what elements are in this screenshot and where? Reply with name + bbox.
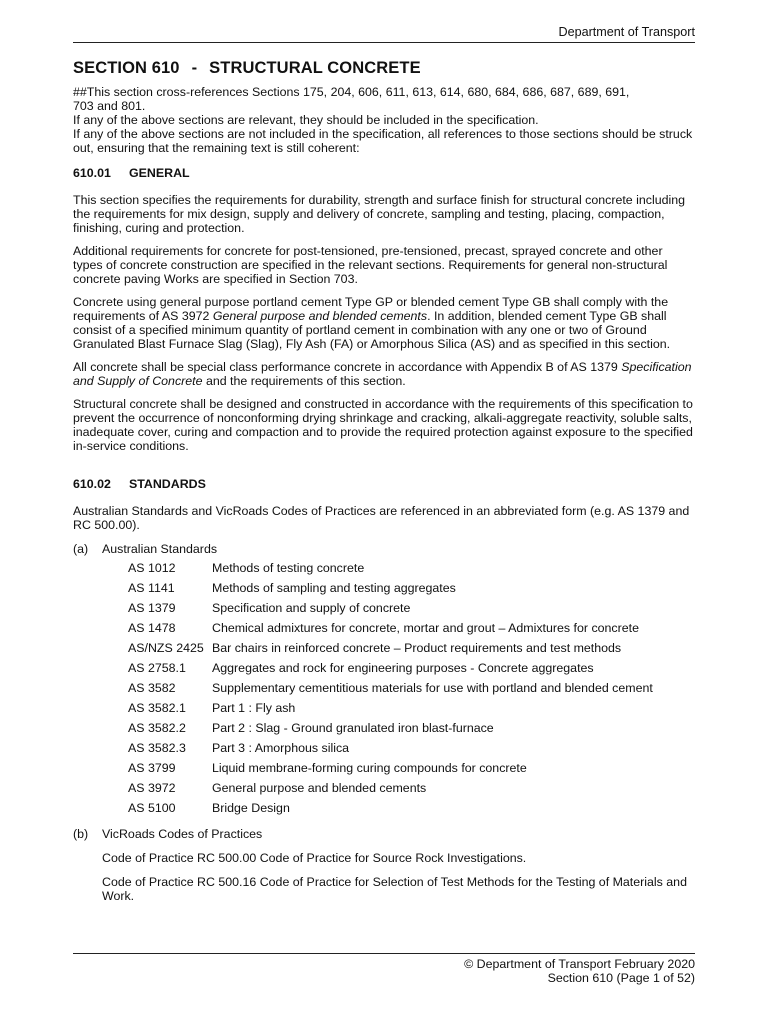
standard-row (128, 641, 653, 661)
general-paragraph-1: This section specifies the requirements for durability, strength and surface finish for structural concrete including the requirements for mix design, supply and delivery of concrete, sampling and testing, placing, compaction, finishing, curing and protection. (73, 193, 686, 235)
standard-row (128, 621, 653, 641)
standard-code: AS 3799 (128, 761, 176, 775)
standard-description: Methods of testing concrete (212, 561, 365, 575)
vicroads-code-item: Code of Practice RC 500.16 Code of Practice for Selection of Test Methods for the Testing of Materials and Work. (102, 875, 687, 903)
heading-general-title: GENERAL (129, 166, 190, 180)
heading-general (73, 166, 695, 180)
standard-description: General purpose and blended cements (212, 781, 427, 795)
standard-code: AS/NZS 2425 (128, 641, 204, 655)
general-paragraph-5: Structural concrete shall be designed and constructed in accordance with the requirements of this specification to prevent the occurrence of nonconforming drying shrinkage and cracking, alkali-aggregate reactivity, soluble salts, inadequate cover, curing and compaction and to provide the required protection against exposure to the specified in-service conditions. (73, 397, 693, 453)
section-number: SECTION 610 (73, 59, 180, 77)
general-paragraph-4: All concrete shall be special class performance concrete in accordance with Appendix B of AS 1379 Specification and Supply of Concrete and the requirements of this section. (73, 360, 692, 388)
standard-description: Methods of sampling and testing aggregates (212, 581, 456, 595)
standard-code: AS 5100 (128, 801, 176, 815)
standard-description: Supplementary cementitious materials for use with portland and blended cement (212, 681, 653, 695)
page-footer (464, 957, 695, 985)
standard-row (128, 661, 653, 681)
intro-line: 703 and 801. (73, 99, 146, 113)
standard-row (128, 781, 653, 801)
standard-code: AS 1141 (128, 581, 175, 595)
standard-code: AS 1478 (128, 621, 176, 635)
standard-code: AS 1379 (128, 601, 176, 615)
footer-copyright: © Department of Transport February 2020 (464, 957, 695, 971)
standard-code: AS 3972 (128, 781, 176, 795)
standard-code: AS 3582.1 (128, 701, 186, 715)
footer-rule (73, 953, 695, 954)
section-name: STRUCTURAL CONCRETE (209, 59, 421, 77)
standard-description: Chemical admixtures for concrete, mortar and grout – Admixtures for concrete (212, 621, 639, 635)
list-tag: (a) (73, 542, 89, 556)
general-paragraph-4-italic: Specification and Supply of Concrete (73, 360, 692, 388)
standard-code: AS 3582.3 (128, 741, 186, 755)
standard-description: Part 3 : Amorphous silica (212, 741, 350, 755)
general-paragraph-3: Concrete using general purpose portland cement Type GP or blended cement Type GB shall comply with the requirements of AS 3972 General purpose and blended cements. In addition, blended cement Type GB shall consist of a specified minimum quantity of portland cement in combination with any one or two of Ground Granulated Blast Furnace Slag (Slag), Fly Ash (FA) or Amorphous Silica (AS) and as specified in this section. (73, 295, 671, 351)
standard-description: Part 1 : Fly ash (212, 701, 296, 715)
list-tag: (b) (73, 827, 89, 841)
australian-standards-table (128, 561, 653, 821)
title-separator: - (191, 59, 198, 77)
list-label-text: Australian Standards (102, 542, 218, 556)
list-label-text: VicRoads Codes of Practices (102, 827, 263, 841)
standard-row (128, 681, 653, 701)
heading-standards-number: 610.02 (73, 477, 111, 491)
intro-line: If any of the above sections are not included in the specification, all references to those sections should be struck out, ensuring that the remaining text is still coherent: (73, 127, 693, 155)
standard-code: AS 3582.2 (128, 721, 186, 735)
standards-intro: Australian Standards and VicRoads Codes of Practices are referenced in an abbreviated form (e.g. AS 1379 and RC 500.00). (73, 504, 690, 532)
footer-page-number: Section 610 (Page 1 of 52) (547, 971, 695, 985)
heading-standards (73, 477, 695, 491)
vicroads-codes-label (73, 827, 695, 841)
header-department: Department of Transport (558, 25, 695, 39)
standard-code: AS 1012 (128, 561, 176, 575)
intro-line: ##This section cross-references Sections 175, 204, 606, 611, 613, 614, 680, 684, 686, 687, 689, 691, (73, 85, 630, 99)
standard-description: Bar chairs in reinforced concrete – Product requirements and test methods (212, 641, 622, 655)
header-rule (73, 42, 695, 43)
standard-description: Specification and supply of concrete (212, 601, 411, 615)
intro-note (73, 85, 695, 155)
document-body (73, 58, 695, 913)
standard-row (128, 741, 653, 761)
standard-description: Bridge Design (212, 801, 290, 815)
standard-row (128, 761, 653, 781)
standard-row (128, 801, 653, 821)
standard-description: Aggregates and rock for engineering purposes - Concrete aggregates (212, 661, 594, 675)
standard-code: AS 3582 (128, 681, 176, 695)
standard-description: Liquid membrane-forming curing compounds for concrete (212, 761, 527, 775)
standard-row (128, 581, 653, 601)
vicroads-code-item: Code of Practice RC 500.00 Code of Practice for Source Rock Investigations. (102, 851, 527, 865)
standard-row (128, 701, 653, 721)
standard-description: Part 2 : Slag - Ground granulated iron blast-furnace (212, 721, 494, 735)
heading-general-number: 610.01 (73, 166, 111, 180)
standard-code: AS 2758.1 (128, 661, 186, 675)
heading-standards-title: STANDARDS (129, 477, 206, 491)
general-paragraph-3-italic: General purpose and blended cements (212, 309, 428, 323)
australian-standards-label (73, 542, 695, 556)
standard-row (128, 601, 653, 621)
standard-row (128, 721, 653, 741)
section-title (73, 58, 695, 78)
standard-row (128, 561, 653, 581)
intro-line: If any of the above sections are relevant, they should be included in the specification. (73, 113, 539, 127)
general-paragraph-2: Additional requirements for concrete for post-tensioned, pre-tensioned, precast, sprayed concrete and other types of concrete construction are specified in the relevant sections. Requirements for general non-structural concrete paving Works are specified in Section 703. (73, 244, 668, 286)
